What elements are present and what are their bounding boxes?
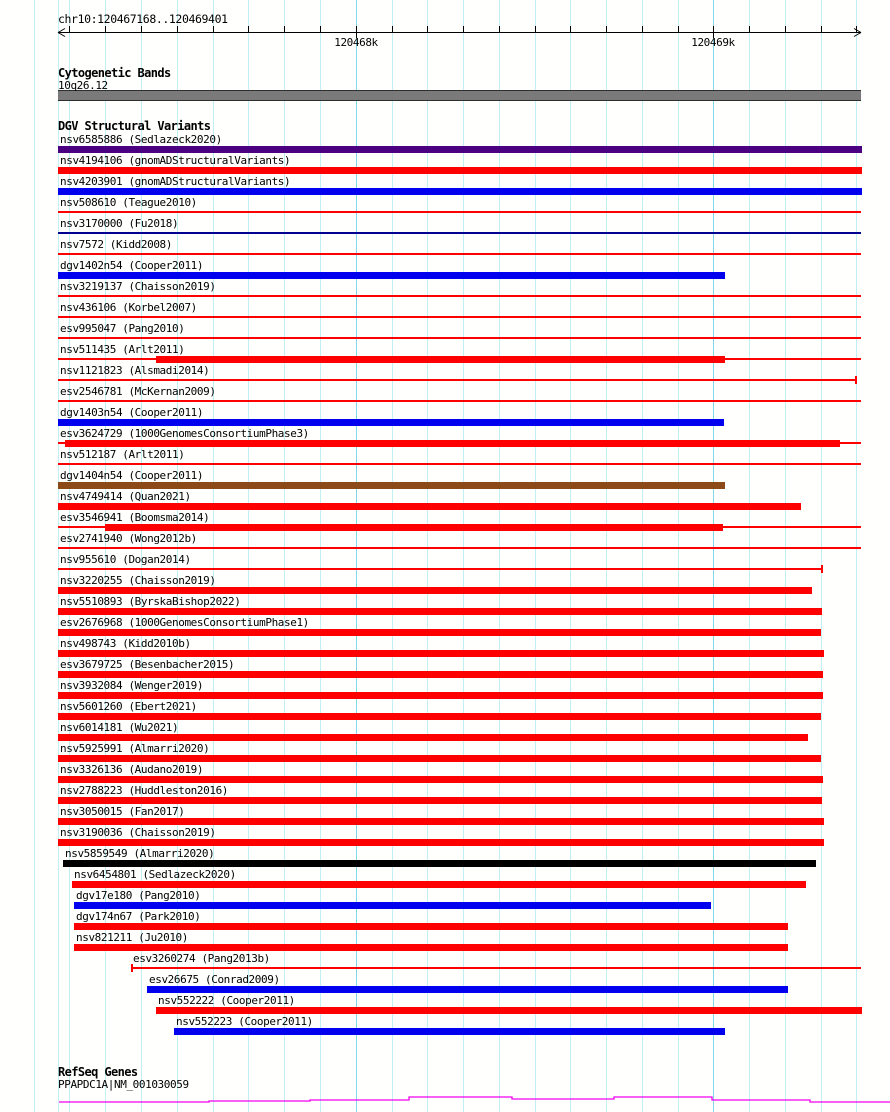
variant-bar[interactable] [174,1028,725,1035]
variant-line-extension[interactable] [725,358,861,360]
variant-label[interactable]: nsv3190036 (Chaisson2019) [60,826,216,839]
variant-line[interactable] [58,211,861,213]
variant-bar[interactable] [58,419,724,426]
variant-bar[interactable] [74,923,788,930]
variant-label[interactable]: nsv552222 (Cooper2011) [158,994,295,1007]
variant-label[interactable]: nsv7572 (Kidd2008) [60,238,173,251]
variant-label[interactable]: nsv512187 (Arlt2011) [60,448,185,461]
variant-bar[interactable] [58,188,862,195]
variant-label[interactable]: esv2741940 (Wong2012b) [60,532,197,545]
variant-label[interactable]: esv3260274 (Pang2013b) [133,952,270,965]
variant-label[interactable]: nsv6585886 (Sedlazeck2020) [60,133,222,146]
variant-label[interactable]: nsv2788223 (Huddleston2016) [60,784,229,797]
variant-label[interactable]: nsv3219137 (Chaisson2019) [60,280,216,293]
variant-bar[interactable] [58,608,822,615]
variant-bar[interactable] [58,272,725,279]
section-header-dgv-structural-variants: DGV Structural Variants [58,119,211,133]
gridline [34,0,35,1112]
variant-label[interactable]: nsv508610 (Teague2010) [60,196,197,209]
variant-label[interactable]: nsv3170000 (Fu2018) [60,217,179,230]
variant-bar[interactable] [58,797,822,804]
variant-bar[interactable] [58,503,801,510]
variant-label[interactable]: nsv4194106 (gnomADStructuralVariants) [60,154,291,167]
variant-label[interactable]: nsv5601260 (Ebert2021) [60,700,197,713]
variant-label[interactable]: dgv17e180 (Pang2010) [76,889,201,902]
variant-label[interactable]: nsv3050015 (Fan2017) [60,805,185,818]
variant-bar[interactable] [58,650,824,657]
variant-bar[interactable] [105,524,723,531]
variant-label[interactable]: nsv3220255 (Chaisson2019) [60,574,216,587]
variant-label[interactable]: esv26675 (Conrad2009) [149,973,280,986]
variant-bar[interactable] [58,818,824,825]
ruler-axis [0,0,890,52]
variant-bar[interactable] [58,713,821,720]
variant-line[interactable] [58,253,861,255]
variant-bar[interactable] [58,839,824,846]
variant-bar[interactable] [156,1007,862,1014]
variant-line[interactable] [58,547,861,549]
variant-line-extension[interactable] [58,526,105,528]
variant-label[interactable]: nsv6454801 (Sedlazeck2020) [74,868,236,881]
variant-label[interactable]: dgv1404n54 (Cooper2011) [60,469,204,482]
variant-label[interactable]: esv3679725 (Besenbacher2015) [60,658,235,671]
variant-bar[interactable] [72,881,806,888]
ruler-tick-label: 120468k [334,36,378,49]
variant-endcap[interactable] [821,565,823,573]
gene-structure-line[interactable] [59,1097,890,1102]
variant-label[interactable]: dgv1402n54 (Cooper2011) [60,259,204,272]
variant-label[interactable]: nsv5925991 (Almarri2020) [60,742,210,755]
variant-line[interactable] [58,232,861,234]
variant-bar[interactable] [58,692,823,699]
ruler-tick-label: 120469k [691,36,735,49]
variant-bar[interactable] [58,482,725,489]
variant-line[interactable] [58,568,822,570]
variant-bar[interactable] [58,146,862,153]
variant-line[interactable] [58,463,861,465]
variant-label[interactable]: nsv4749414 (Quan2021) [60,490,191,503]
variant-label[interactable]: nsv5510893 (ByrskaBishop2022) [60,595,241,608]
refseq-gene-label[interactable]: PPAPDC1A|NM_001030059 [58,1078,189,1091]
cytoband-bar[interactable] [58,90,861,101]
variant-label[interactable]: nsv3932084 (Wenger2019) [60,679,204,692]
region-title: chr10:120467168..120469401 [58,12,228,26]
variant-line-extension[interactable] [723,526,861,528]
variant-label[interactable]: nsv4203901 (gnomADStructuralVariants) [60,175,291,188]
variant-bar[interactable] [58,734,808,741]
variant-label[interactable]: nsv821211 (Ju2010) [76,931,189,944]
variant-label[interactable]: nsv552223 (Cooper2011) [176,1015,313,1028]
variant-line[interactable] [58,379,856,381]
variant-label[interactable]: nsv6014181 (Wu2021) [60,721,179,734]
variant-label[interactable]: esv3546941 (Boomsma2014) [60,511,210,524]
variant-line-extension[interactable] [58,358,156,360]
variant-label[interactable]: dgv1403n54 (Cooper2011) [60,406,204,419]
variant-label[interactable]: esv995047 (Pang2010) [60,322,185,335]
variant-line-extension[interactable] [840,442,861,444]
variant-bar[interactable] [58,755,821,762]
variant-label[interactable]: esv2546781 (McKernan2009) [60,385,216,398]
variant-line[interactable] [58,295,861,297]
variant-line[interactable] [58,400,861,402]
variant-label[interactable]: nsv511435 (Arlt2011) [60,343,185,356]
variant-bar[interactable] [58,671,823,678]
variant-line-extension[interactable] [58,442,65,444]
cytoband-label: 10q26.12 [58,79,108,92]
section-header-refseq-genes: RefSeq Genes [58,1065,138,1079]
variant-bar[interactable] [156,356,725,363]
variant-line[interactable] [58,337,861,339]
variant-label[interactable]: nsv1121823 (Alsmadi2014) [60,364,210,377]
section-header-cytogenetic-bands: Cytogenetic Bands [58,66,171,80]
variant-label[interactable]: nsv436106 (Korbel2007) [60,301,197,314]
variant-bar[interactable] [58,776,823,783]
variant-label[interactable]: nsv955610 (Dogan2014) [60,553,191,566]
variant-label[interactable]: nsv3326136 (Audano2019) [60,763,204,776]
variant-bar[interactable] [58,167,862,174]
variant-label[interactable]: nsv5859549 (Almarri2020) [65,847,215,860]
variant-bar[interactable] [63,860,816,867]
variant-bar[interactable] [58,629,821,636]
variant-label[interactable]: nsv498743 (Kidd2010b) [60,637,191,650]
variant-label[interactable]: dgv174n67 (Park2010) [76,910,201,923]
refseq-gene-line[interactable] [0,1092,890,1112]
variant-bar[interactable] [74,944,788,951]
variant-bar[interactable] [58,587,812,594]
variant-label[interactable]: esv3624729 (1000GenomesConsortiumPhase3) [60,427,309,440]
variant-bar[interactable] [65,440,840,447]
variant-bar[interactable] [147,986,788,993]
variant-endcap[interactable] [855,376,857,384]
variant-label[interactable]: esv2676968 (1000GenomesConsortiumPhase1) [60,616,309,629]
variant-endcap[interactable] [131,964,133,972]
variant-line[interactable] [58,316,861,318]
variant-line[interactable] [131,967,861,969]
variant-bar[interactable] [74,902,711,909]
